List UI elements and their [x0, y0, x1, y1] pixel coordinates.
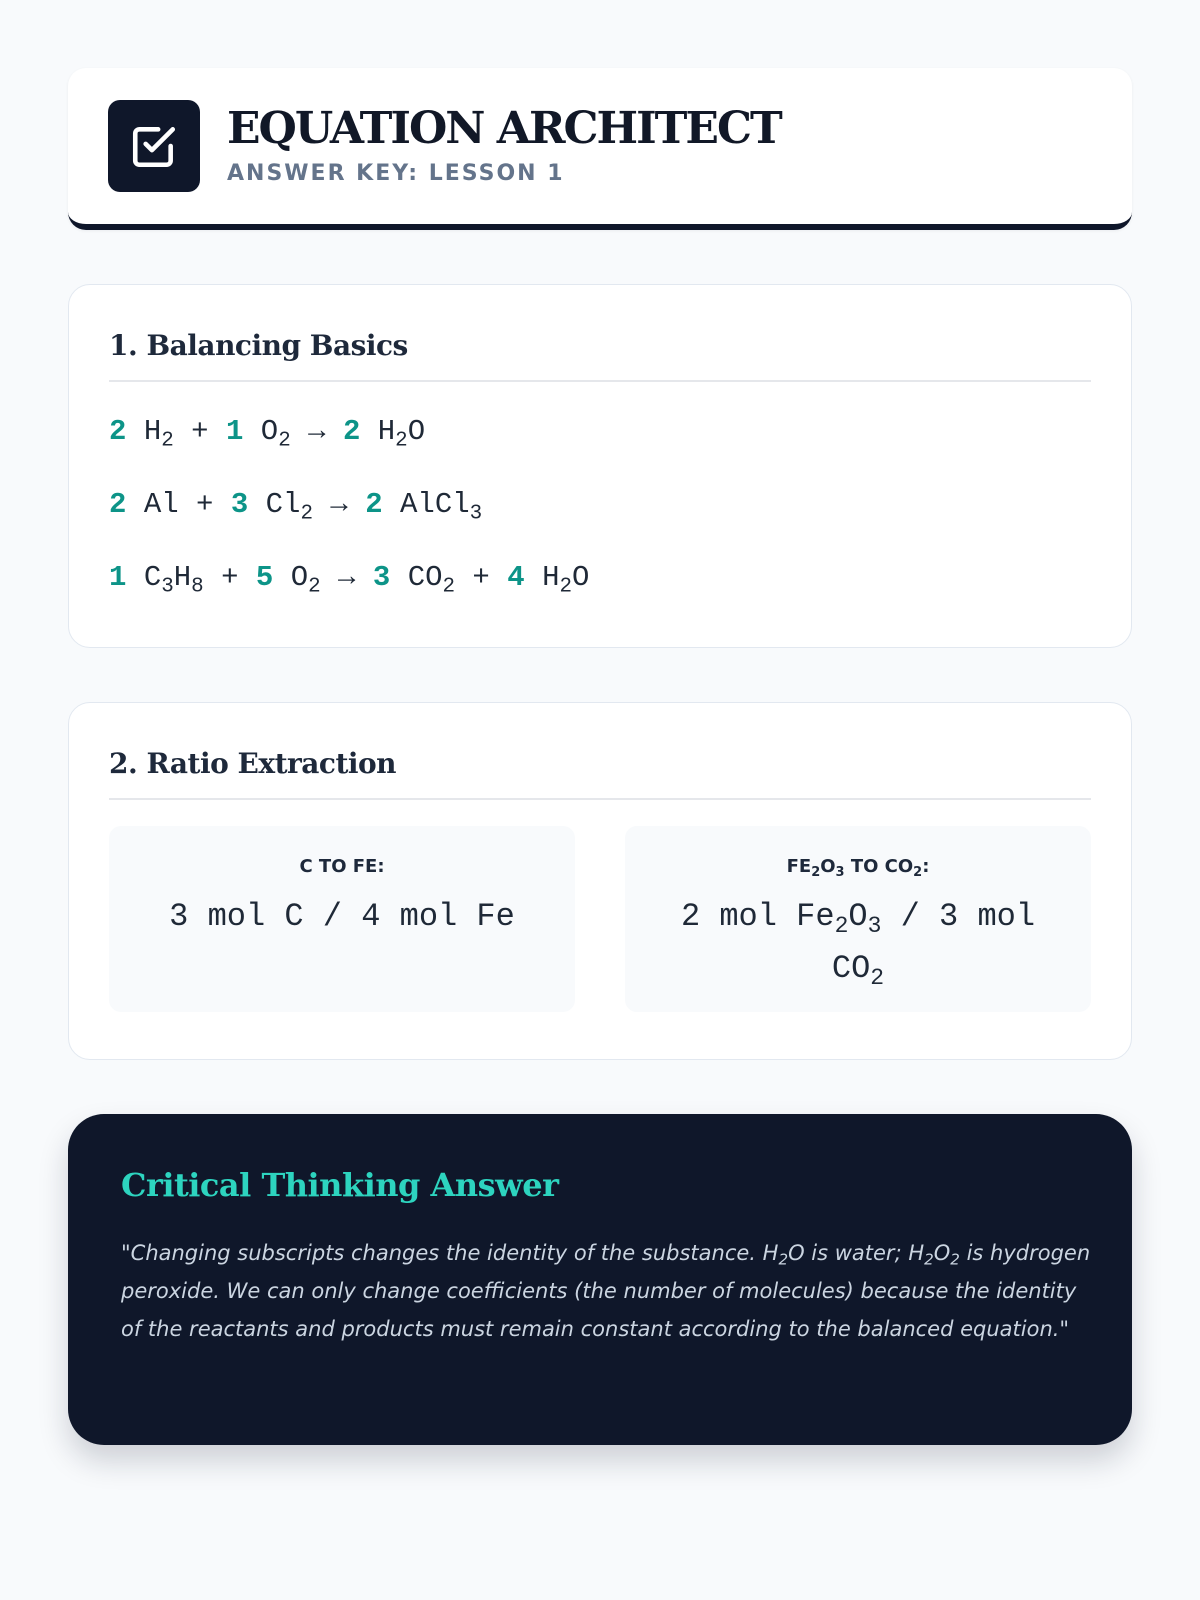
coefficient: 2	[109, 415, 127, 448]
formula-text: AlCl	[400, 488, 470, 521]
formula-subscript: 8	[191, 575, 204, 599]
answer-subscript: 2	[924, 1250, 934, 1269]
ratio-box	[625, 826, 1091, 1012]
section-title: 1. Balancing Basics	[109, 329, 1091, 382]
ratio-value-text: O	[848, 898, 868, 935]
ratio-value	[655, 891, 1061, 995]
formula-subscript: 2	[308, 575, 321, 599]
coefficient: 2	[342, 415, 361, 448]
equation-operator: →	[313, 488, 366, 521]
page	[68, 68, 1132, 1445]
formula-text: O	[572, 561, 590, 594]
formula-text: H	[173, 561, 192, 594]
chemical-formula	[377, 415, 426, 453]
answer-text: O	[933, 1241, 951, 1265]
coefficient: 2	[365, 488, 383, 521]
chemical-formula	[260, 415, 291, 453]
formula-text: CO	[407, 561, 443, 594]
equation-operator: +	[455, 561, 508, 594]
ratio-label	[139, 856, 545, 877]
formula-subscript: 3	[161, 575, 174, 599]
ratio-label-subscript: 3	[835, 864, 845, 880]
equation-row	[109, 558, 1091, 631]
chemical-formula	[290, 561, 321, 599]
chemical-formula	[265, 488, 313, 526]
ratio-label-text: FE	[786, 856, 812, 877]
equation-operator: +	[203, 561, 256, 594]
ratio-box	[109, 826, 575, 1012]
chemical-formula	[542, 561, 590, 599]
formula-subscript: 2	[300, 502, 313, 526]
answer-text: O is water; H	[788, 1241, 925, 1265]
coefficient: 4	[507, 561, 525, 594]
formula-subscript: 2	[278, 429, 291, 453]
equation-operator: +	[173, 415, 226, 448]
coefficient: 1	[109, 561, 127, 594]
chemical-formula	[143, 415, 174, 453]
coefficient: 5	[255, 561, 274, 594]
formula-text: H	[377, 415, 396, 448]
equation-operator: →	[290, 415, 343, 448]
ratio-value-subscript: 3	[867, 912, 882, 939]
chemical-formula	[407, 561, 456, 599]
coefficient: 3	[230, 488, 249, 521]
chemical-formula	[143, 561, 204, 599]
ratio-label-subscript: 2	[811, 864, 821, 880]
critical-thinking-title: Critical Thinking Answer	[121, 1166, 559, 1204]
section-title: 2. Ratio Extraction	[109, 747, 1091, 800]
ratio-value-subscript: 2	[834, 912, 849, 939]
critical-thinking-card	[68, 1114, 1132, 1445]
ratio-label-text: C TO FE:	[299, 856, 385, 877]
formula-text: C	[143, 561, 162, 594]
answer-subscript: 2	[778, 1250, 789, 1269]
ratio-label-text: O	[820, 856, 836, 877]
formula-text: O	[290, 561, 309, 594]
formula-text: Al	[143, 488, 179, 521]
ratio-value-text: 2 mol Fe	[680, 898, 835, 935]
equation-row	[109, 485, 1091, 558]
formula-subscript: 2	[559, 575, 572, 599]
equation-operator: →	[320, 561, 373, 594]
equation-row	[109, 412, 1091, 485]
ratio-value-subscript: 2	[870, 964, 885, 991]
balancing-basics-card	[68, 284, 1132, 648]
answer-subscript: 2	[950, 1250, 960, 1269]
answer-text: "Changing subscripts changes the identity of the substance. H	[121, 1241, 779, 1265]
formula-text: Cl	[265, 488, 301, 521]
chemical-formula	[400, 488, 483, 526]
equation-operator: +	[178, 488, 231, 521]
page-subtitle: ANSWER KEY: LESSON 1	[227, 160, 565, 186]
ratio-value-text: 3 mol C / 4 mol Fe	[169, 898, 515, 935]
ratio-value-text: / 3 mol CO	[831, 898, 1036, 987]
coefficient: 1	[225, 415, 244, 448]
coefficient: 2	[109, 488, 127, 521]
ratio-extraction-card	[68, 702, 1132, 1060]
critical-thinking-answer	[121, 1234, 1096, 1348]
formula-subscript: 2	[161, 429, 174, 453]
ratio-value	[139, 891, 545, 943]
checkbox-icon	[108, 100, 200, 192]
formula-text: H	[542, 561, 560, 594]
ratio-list	[109, 826, 1091, 1012]
formula-text: H	[143, 415, 162, 448]
header	[68, 68, 1132, 230]
equation-list	[109, 412, 1091, 631]
formula-subscript: 2	[442, 575, 456, 599]
coefficient: 3	[372, 561, 391, 594]
chemical-formula	[144, 488, 179, 521]
ratio-label-text: :	[922, 856, 930, 877]
formula-subscript: 2	[395, 429, 408, 453]
formula-text: O	[260, 415, 279, 448]
formula-subscript: 3	[469, 502, 483, 526]
ratio-label-text: TO CO	[844, 856, 914, 877]
page-title: EQUATION ARCHITECT	[227, 103, 781, 155]
ratio-label	[655, 856, 1061, 880]
answer-text: is hydrogen peroxide. We can only change coefficients (the number of molecules) because the identity of the reactants and products must remain constant according to the balanced equation."	[121, 1241, 1091, 1341]
formula-text: O	[407, 415, 426, 448]
ratio-label-subscript: 2	[913, 864, 923, 880]
